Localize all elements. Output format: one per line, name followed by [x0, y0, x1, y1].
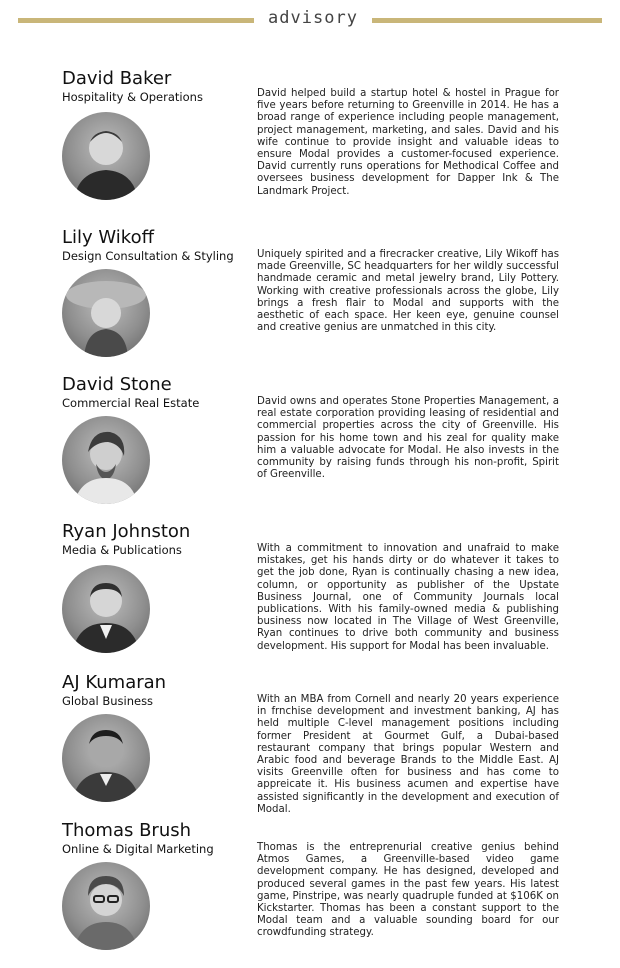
advisor-name: David Baker: [62, 68, 172, 89]
person-silhouette-icon: [62, 112, 150, 200]
advisor-role: Global Business: [62, 694, 154, 708]
advisor-photo: [62, 269, 150, 357]
person-silhouette-icon: [62, 862, 150, 950]
section-header: [0, 8, 620, 34]
person-silhouette-icon: [62, 714, 150, 802]
advisor-bio: David owns and operates Stone Properties Management, a real estate corporation providing leasing of residential and commercial properties across the city of Greenville. His passion for his home town and his zeal for quality make him a valuable advocate for Modal. He also invests in the community by raising funds through his non-profit, Spirit of Greenville.: [257, 396, 559, 481]
section-title: advisory: [268, 8, 358, 28]
advisor-name: AJ Kumaran: [62, 672, 167, 693]
advisor-name: Ryan Johnston: [62, 521, 191, 542]
advisor-role: Commercial Real Estate: [62, 396, 200, 410]
header-rule-left: [18, 18, 254, 23]
advisor-role: Hospitality & Operations: [62, 90, 203, 104]
advisor-name: Thomas Brush: [62, 820, 192, 841]
person-silhouette-icon: [62, 565, 150, 653]
advisor-bio: With an MBA from Cornell and nearly 20 years experience in frnchise development and investment banking, AJ has held multiple C-level management positions including former President at Gourmet Gulf, a Dubai-based restaurant company that brings popular Western and Arabic food and beverage Brands to the Middle East. AJ visits Greenville often for business and has come to appreicate it. His business acumen and expertise have assisted significantly in the development and execution of Modal.: [257, 694, 559, 815]
person-silhouette-icon: [62, 269, 150, 357]
advisor-bio: With a commitment to innovation and unafraid to make mistakes, get his hands dirty or do whatever it takes to get the job done, Ryan is continually chasing a new idea, column, or opportunity as publisher of the Upstate Business Journal, one of Community Journals local publications. With his family-owned media & publishing business now located in The Village of West Greenville, Ryan continues to drive both community and business development. His support for Modal has been invaluable.: [257, 543, 559, 652]
advisor-bio: David helped build a startup hotel & hostel in Prague for five years before returning to Greenville in 2014. He has a broad range of experience including people management, project management, marketing, and sales. David and his wife continue to provide insight and valuable ideas to ensure Modal provides a customer-focused experience. David currently runs operations for Methodical Coffee and oversees business development for Dapper Ink & The Landmark Project.: [257, 88, 559, 197]
advisor-role: Design Consultation & Styling: [62, 249, 234, 263]
advisor-photo: [62, 862, 150, 950]
advisor-role: Online & Digital Marketing: [62, 842, 214, 856]
advisor-photo: [62, 112, 150, 200]
advisor-photo: [62, 714, 150, 802]
header-rule-right: [372, 18, 602, 23]
advisor-name: Lily Wikoff: [62, 227, 155, 248]
advisor-photo: [62, 565, 150, 653]
advisor-bio: Thomas is the entreprenurial creative genius behind Atmos Games, a Greenville-based video game development company. He has designed, developed and produced several games in the past few years. His latest game, Pinstripe, was nearly quadruple funded at $106K on Kickstarter. Thomas has been a constant support to the Modal team and a valuable sounding board for our crowdfunding strategy.: [257, 842, 559, 939]
advisor-photo: [62, 416, 150, 504]
advisor-name: David Stone: [62, 374, 172, 395]
advisor-bio: Uniquely spirited and a firecracker creative, Lily Wikoff has made Greenville, SC headquarters for her wildly successful handmade ceramic and metal jewelry brand, Lily Pottery. Working with creative professionals across the globe, Lily brings a fresh flair to Modal and supports with the aesthetic of each space. Her keen eye, genuine counsel and creative genius are unmatched in this city.: [257, 249, 559, 334]
advisor-role: Media & Publications: [62, 543, 182, 557]
person-silhouette-icon: [62, 416, 150, 504]
